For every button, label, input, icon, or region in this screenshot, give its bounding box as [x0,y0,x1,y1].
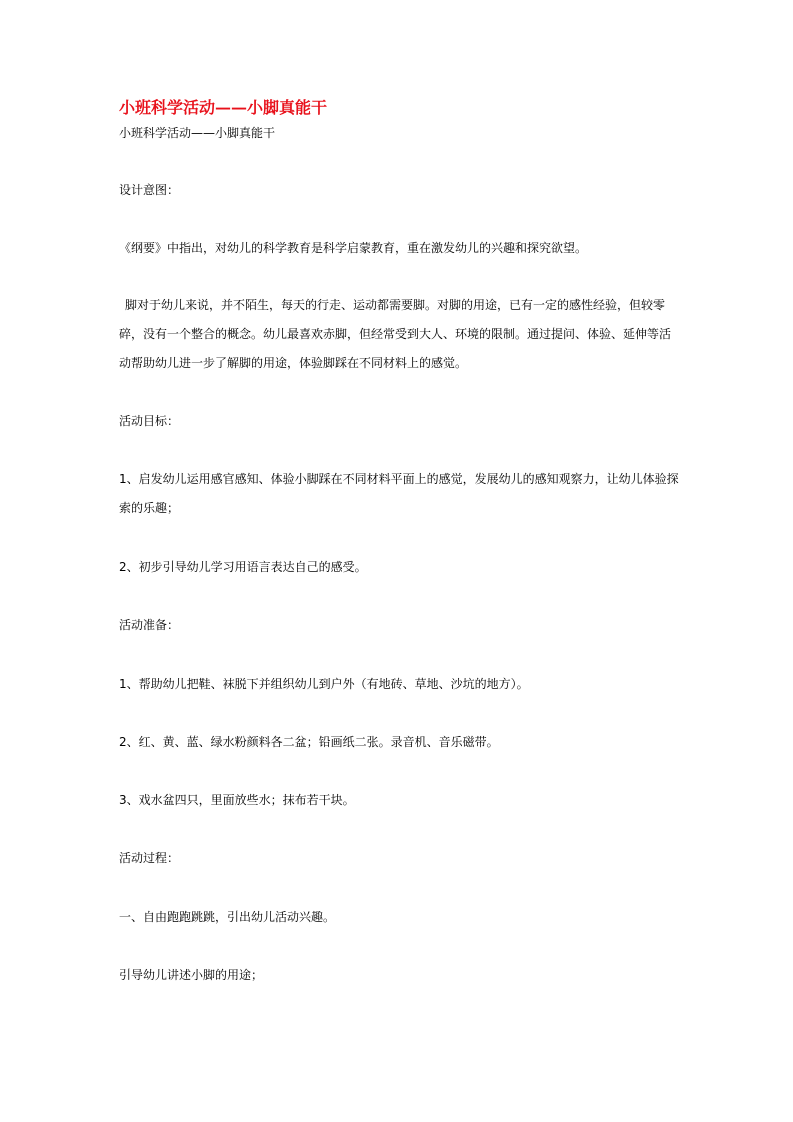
design-paragraph-2-line-1: 脚对于幼儿来说，并不陌生，每天的行走、运动都需要脚。对脚的用途，已有一定的感性经验，但较零 [125,298,666,312]
design-paragraph-2-line-2: 碎，没有一个整合的概念。幼儿最喜欢赤脚，但经常受到大人、环境的限制。通过提问、体验、延伸等活 [119,327,672,341]
design-heading: 设计意图： [119,183,180,197]
prep-item-2: 2、红、黄、蓝、绿水粉颜料各二盆；铅画纸二张。录音机、音乐磁带。 [119,735,499,749]
prep-item-3: 3、戏水盆四只，里面放些水；抹布若干块。 [119,793,355,807]
document-title: 小班科学活动——小脚真能干 [119,98,328,117]
process-heading: 活动过程： [119,851,180,865]
design-paragraph-2-line-3: 动帮助幼儿进一步了解脚的用途，体验脚踩在不同材料上的感觉。 [119,356,468,370]
goal-1-line-1: 1、启发幼儿运用感官感知、体验小脚踩在不同材料平面上的感觉，发展幼儿的感知观察力，让幼儿体验探 [119,472,679,486]
process-item-2: 引导幼儿讲述小脚的用途； [119,968,264,982]
goals-heading: 活动目标： [119,414,180,428]
goal-2: 2、初步引导幼儿学习用语言表达自己的感受。 [119,560,367,574]
goal-1-line-2: 索的乐趣； [119,501,180,515]
prep-heading: 活动准备： [119,618,180,632]
subtitle: 小班科学活动——小脚真能干 [119,126,276,140]
design-paragraph-1: 《纲要》中指出，对幼儿的科学教育是科学启蒙教育，重在激发幼儿的兴趣和探究欲望。 [119,241,588,255]
prep-item-1: 1、帮助幼儿把鞋、袜脱下并组织幼儿到户外（有地砖、草地、沙坑的地方）。 [119,677,529,691]
process-item-1: 一、自由跑跑跳跳，引出幼儿活动兴趣。 [119,910,336,924]
